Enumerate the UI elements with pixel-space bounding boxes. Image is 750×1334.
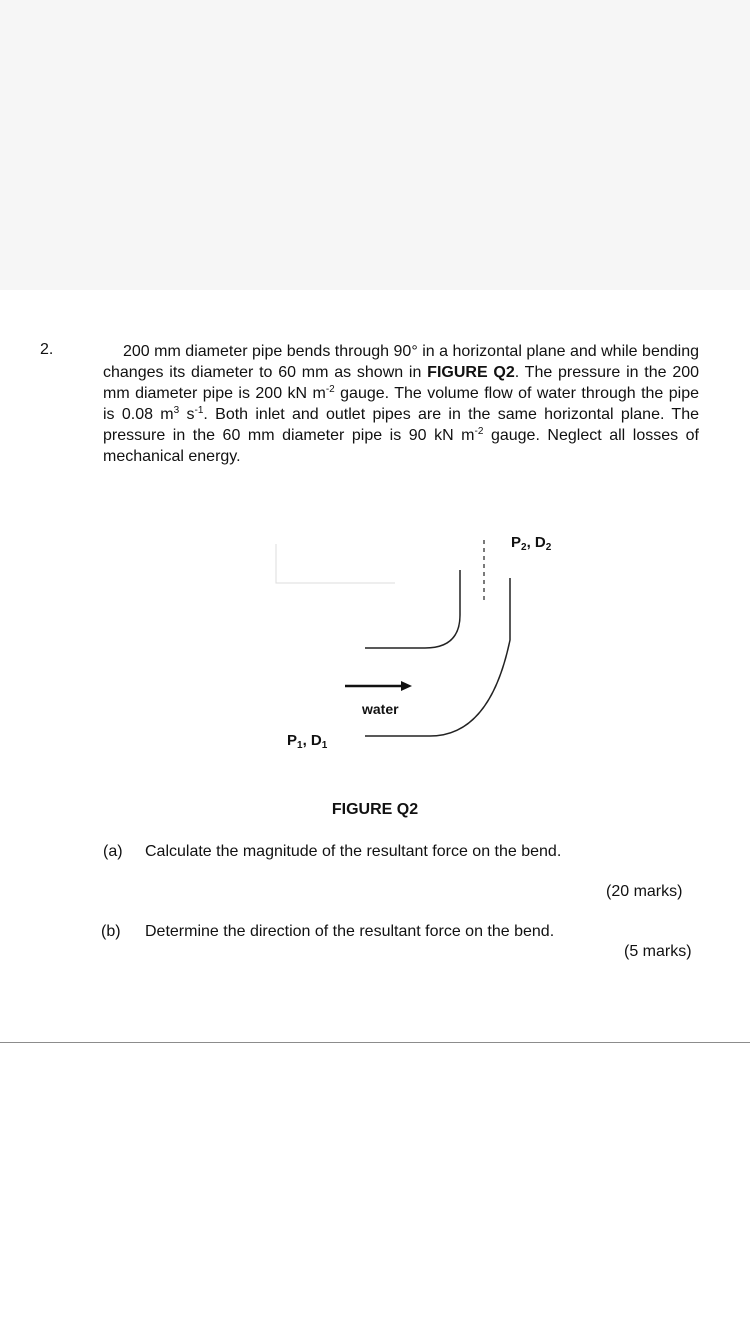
part-a-text: Calculate the magnitude of the resultant force on the bend.	[145, 843, 562, 860]
bottom-divider	[0, 1042, 750, 1043]
flow-label: water	[362, 701, 399, 717]
question-text-part-1: 200 mm diameter pipe bends through 90° in a horizontal plane and while bending changes its diameter to 60 mm as shown in	[103, 343, 699, 381]
question-text-part-5: . Both inlet and outlet pipes are in the same horizontal plane. The pressure in the 60 mm diameter pipe is 90 kN m	[103, 406, 699, 444]
figure-reference: FIGURE Q2	[427, 364, 515, 381]
question-text	[103, 341, 699, 467]
exponent-neg2-b: -2	[474, 426, 484, 437]
outlet-label: $P_2$, $D_2$	[511, 534, 552, 553]
part-b-marks: (5 marks)	[624, 943, 692, 960]
question-text-part-2: . The pressure in the 200 mm diameter pipe is 200 kN m	[103, 364, 700, 402]
exponent-neg1: -1	[194, 405, 204, 416]
question-text-part-6: gauge. Neglect all losses of mechanical energy.	[103, 427, 699, 465]
part-b-letter: (b)	[101, 923, 121, 940]
inlet-label: $P_1$, $D_1$	[287, 732, 328, 751]
exponent-neg2: -2	[325, 384, 335, 395]
question-number: 2.	[40, 341, 54, 358]
part-a-letter: (a)	[103, 843, 123, 860]
question-text-part-4: s	[179, 406, 195, 423]
faint-box-outline	[276, 544, 395, 583]
figure-caption: FIGURE Q2	[331, 801, 419, 818]
pipe-bend-drawing	[0, 520, 750, 770]
question-text-part-3: gauge. The volume flow of water through the pipe is 0.08 m	[103, 385, 700, 423]
pipe-bend-figure	[0, 520, 750, 770]
flow-arrow-head	[401, 681, 412, 691]
inner-pipe-wall	[365, 570, 460, 648]
part-b-text: Determine the direction of the resultant force on the bend.	[145, 923, 555, 940]
top-blank-band	[0, 0, 750, 290]
exponent-3: 3	[173, 405, 180, 416]
part-a-marks: (20 marks)	[606, 883, 683, 900]
